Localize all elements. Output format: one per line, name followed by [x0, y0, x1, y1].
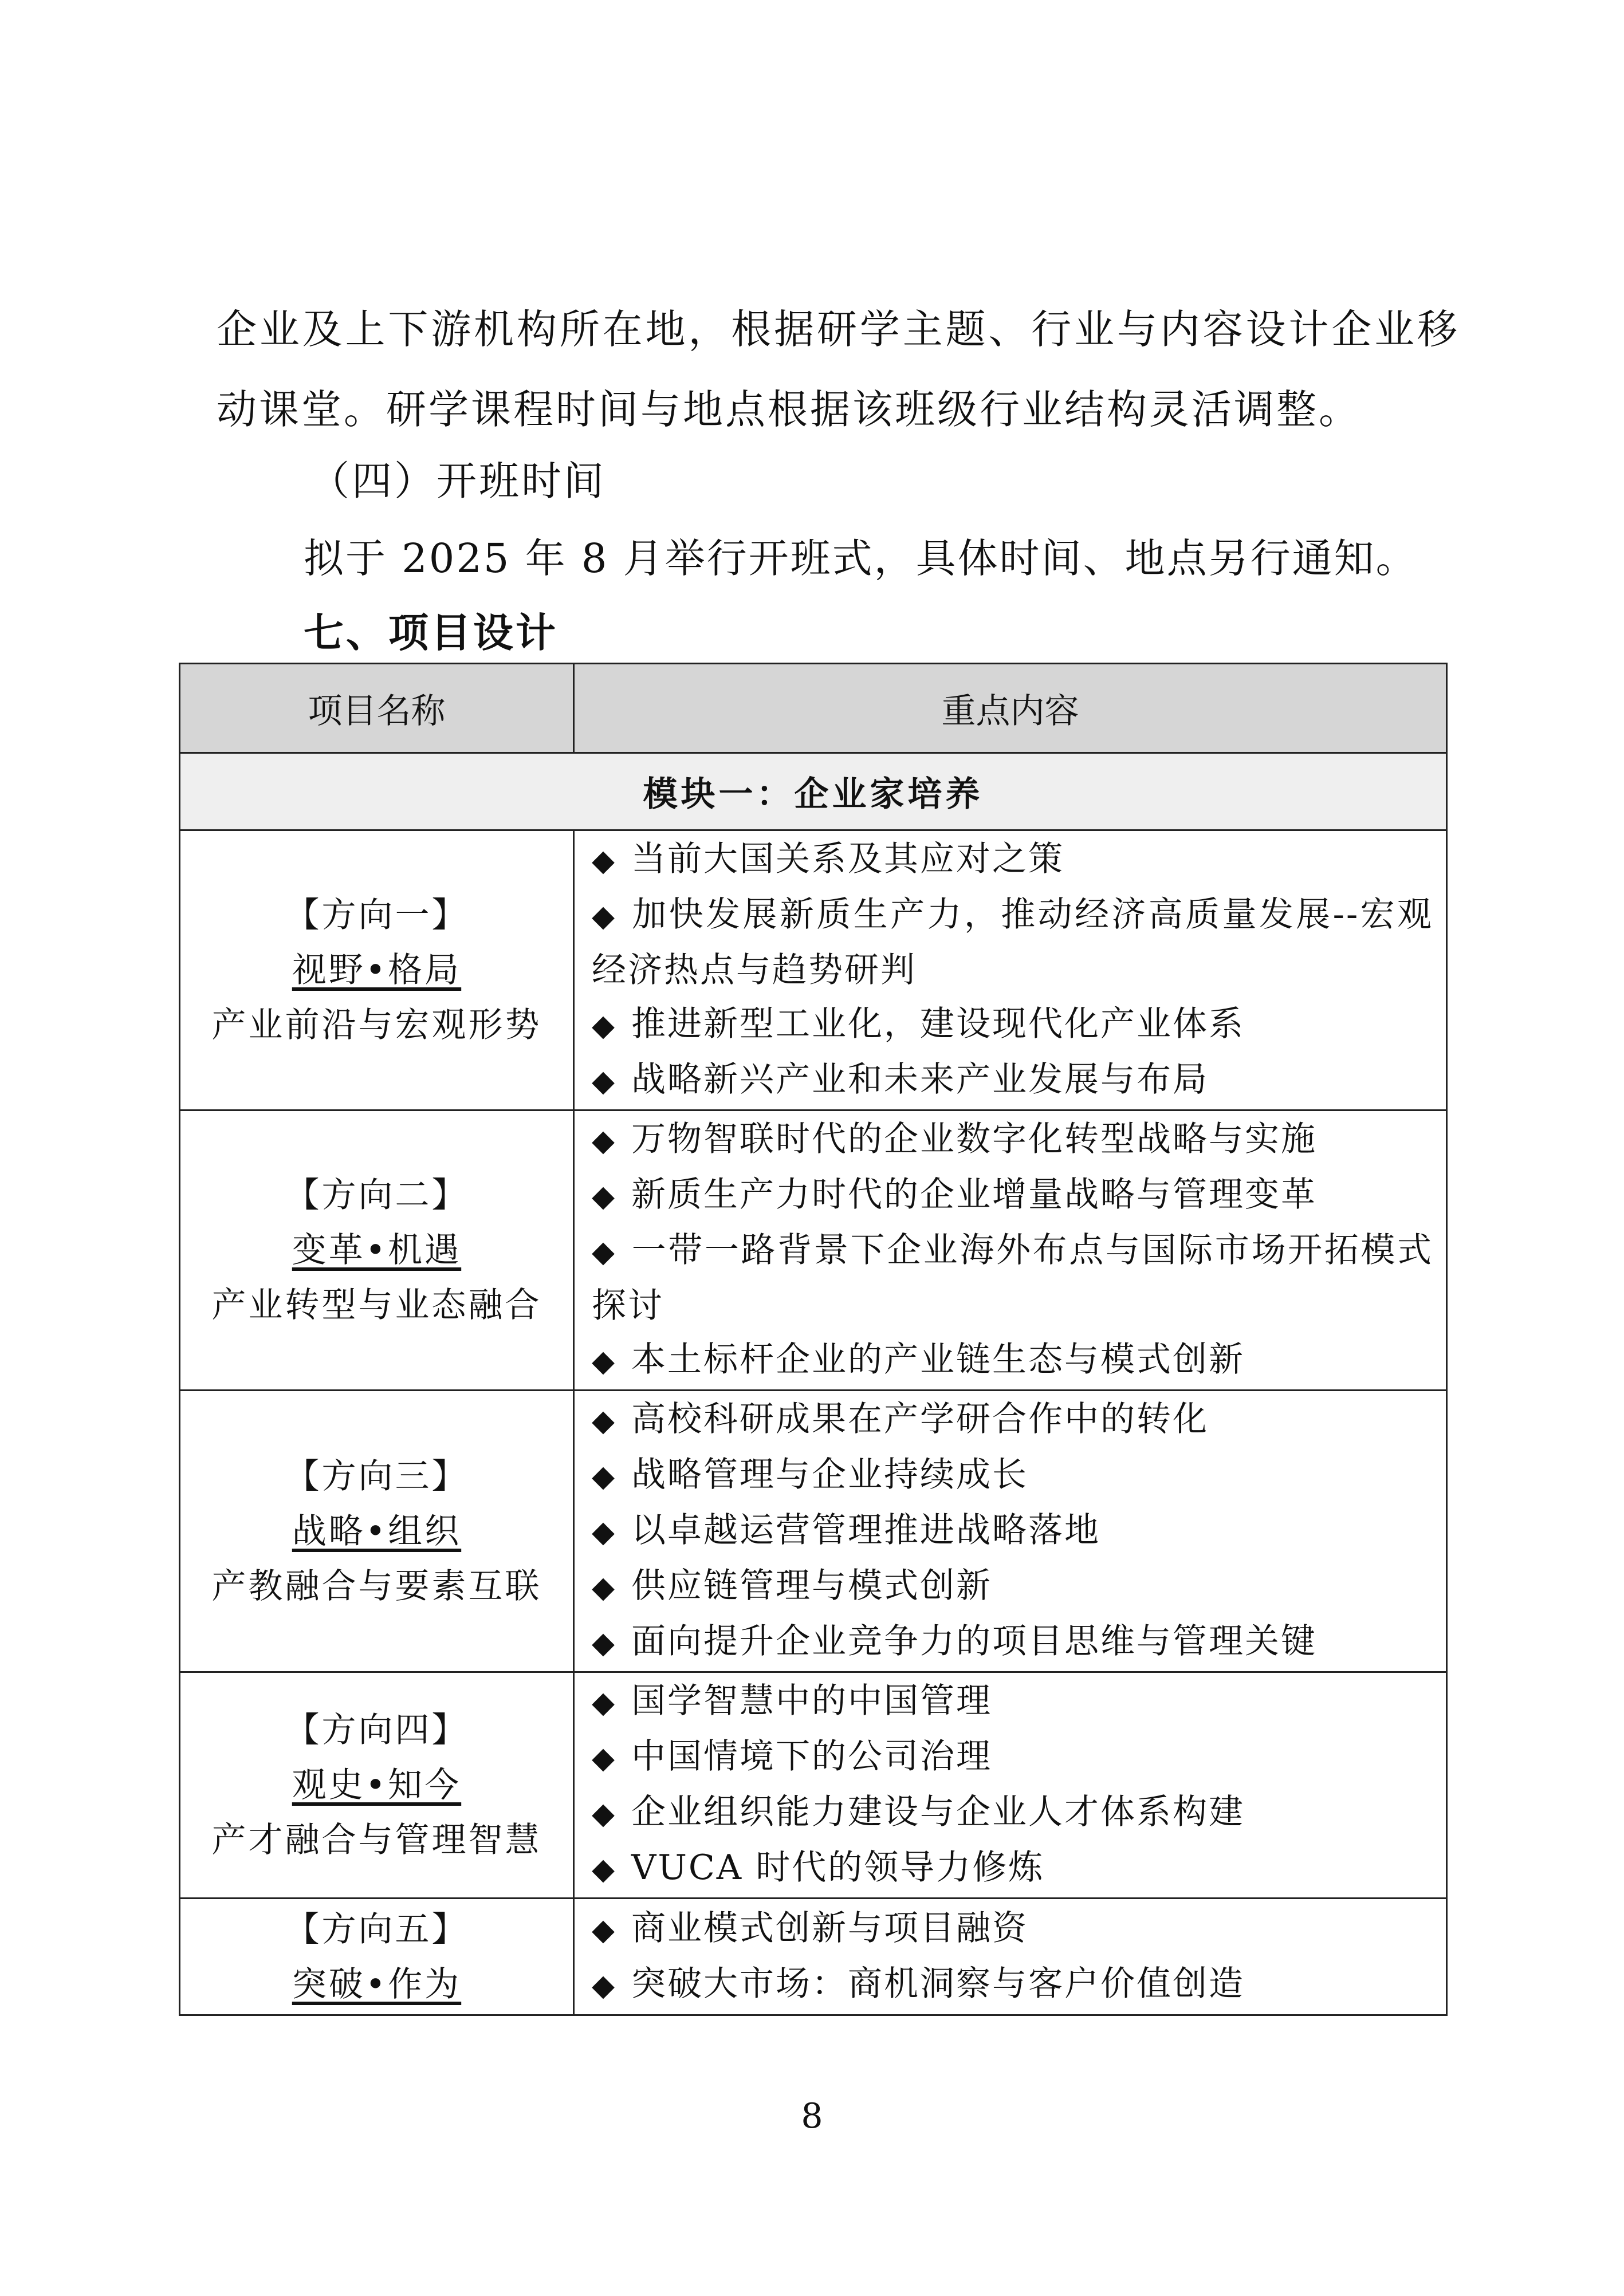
direction-subtitle: 产业前沿与宏观形势	[211, 1005, 542, 1045]
diamond-bullet-icon: ◆	[592, 1235, 616, 1269]
list-item: ◆ 战略管理与企业持续成长	[592, 1448, 1433, 1503]
list-item: ◆ 中国情境下的公司治理	[592, 1730, 1433, 1785]
table-row	[180, 1899, 1447, 2015]
direction-keyword: 视野•格局	[292, 950, 462, 990]
list-item: ◆ 国学智慧中的中国管理	[592, 1674, 1433, 1730]
direction-tag: 【方向一】	[285, 895, 469, 935]
list-item: ◆ 一带一路背景下企业海外布点与国际市场开拓模式探讨	[592, 1223, 1433, 1333]
diamond-bullet-icon: ◆	[592, 1064, 616, 1098]
diamond-bullet-icon: ◆	[592, 899, 616, 934]
page-number: 8	[801, 2096, 823, 2136]
list-item: ◆ 推进新型工业化，建设现代化产业体系	[592, 997, 1433, 1053]
content-cell	[574, 1391, 1447, 1672]
diamond-bullet-icon: ◆	[592, 1459, 616, 1494]
diamond-bullet-icon: ◆	[592, 1968, 616, 2003]
content-cell	[574, 1899, 1447, 2015]
list-item: ◆ 新质生产力时代的企业增量战略与管理变革	[592, 1168, 1433, 1223]
diamond-bullet-icon: ◆	[592, 1685, 616, 1720]
intro-paragraph: 企业及上下游机构所在地，根据研学主题、行业与内容设计企业移动课堂。研学课程时间与地点根据该班级行业结构灵活调整。	[217, 306, 1460, 433]
header-project-name: 项目名称	[180, 664, 574, 753]
section-four-text: 拟于 2025 年 8 月举行开班式，具体时间、地点另行通知。	[304, 535, 1418, 582]
module-row	[180, 753, 1447, 830]
table-row	[180, 1110, 1447, 1391]
direction-tag: 【方向五】	[285, 1909, 469, 1950]
diamond-bullet-icon: ◆	[592, 1852, 616, 1887]
header-key-content: 重点内容	[574, 664, 1447, 753]
direction-keyword: 变革•机遇	[292, 1230, 462, 1270]
direction-subtitle: 产才融合与管理智慧	[211, 1820, 542, 1860]
diamond-bullet-icon: ◆	[592, 1179, 616, 1214]
diamond-bullet-icon: ◆	[592, 1124, 616, 1158]
direction-keyword: 突破•作为	[292, 1964, 462, 2004]
list-item: ◆ 面向提升企业竞争力的项目思维与管理关键	[592, 1614, 1433, 1670]
direction-keyword: 战略•组织	[292, 1511, 462, 1551]
list-item: ◆ 加快发展新质生产力，推动经济高质量发展--宏观经济热点与趋势研判	[592, 888, 1433, 997]
module-title: 模块一：企业家培养	[180, 753, 1447, 830]
diamond-bullet-icon: ◆	[592, 1741, 616, 1775]
list-item: ◆ VUCA 时代的领导力修炼	[592, 1841, 1433, 1896]
diamond-bullet-icon: ◆	[592, 1404, 616, 1438]
list-item: ◆ 供应链管理与模式创新	[592, 1559, 1433, 1614]
diamond-bullet-icon: ◆	[592, 1009, 616, 1043]
diamond-bullet-icon: ◆	[592, 1515, 616, 1549]
table-row	[180, 1391, 1447, 1672]
content-cell	[574, 1110, 1447, 1391]
list-item: ◆ 战略新兴产业和未来产业发展与布局	[592, 1053, 1433, 1108]
direction-cell	[180, 830, 574, 1110]
list-item: ◆ 以卓越运营管理推进战略落地	[592, 1503, 1433, 1559]
table-row	[180, 1672, 1447, 1899]
content-cell	[574, 1672, 1447, 1899]
section-four-heading: （四）开班时间	[309, 458, 606, 505]
direction-cell	[180, 1899, 574, 2015]
direction-keyword: 观史•知今	[292, 1765, 462, 1805]
list-item: ◆ 企业组织能力建设与企业人才体系构建	[592, 1785, 1433, 1841]
diamond-bullet-icon: ◆	[592, 844, 616, 878]
project-design-table	[179, 663, 1448, 2016]
direction-tag: 【方向二】	[285, 1175, 469, 1215]
direction-subtitle: 产教融合与要素互联	[211, 1566, 542, 1606]
direction-cell	[180, 1391, 574, 1672]
direction-cell	[180, 1110, 574, 1391]
list-item: ◆ 突破大市场：商机洞察与客户价值创造	[592, 1957, 1433, 2013]
diamond-bullet-icon: ◆	[592, 1797, 616, 1831]
diamond-bullet-icon: ◆	[592, 1570, 616, 1605]
list-item: ◆ 万物智联时代的企业数字化转型战略与实施	[592, 1112, 1433, 1168]
diamond-bullet-icon: ◆	[592, 1912, 616, 1947]
table-header-row	[180, 664, 1447, 753]
list-item: ◆ 本土标杆企业的产业链生态与模式创新	[592, 1333, 1433, 1388]
direction-cell	[180, 1672, 574, 1899]
direction-tag: 【方向三】	[285, 1456, 469, 1496]
direction-subtitle: 产业转型与业态融合	[211, 1285, 542, 1325]
table-row	[180, 830, 1447, 1110]
direction-tag: 【方向四】	[285, 1710, 469, 1750]
list-item: ◆ 高校科研成果在产学研合作中的转化	[592, 1392, 1433, 1448]
section-seven-heading: 七、项目设计	[304, 609, 558, 656]
content-cell	[574, 830, 1447, 1110]
list-item: ◆ 当前大国关系及其应对之策	[592, 832, 1433, 888]
list-item: ◆ 商业模式创新与项目融资	[592, 1901, 1433, 1957]
diamond-bullet-icon: ◆	[592, 1344, 616, 1379]
diamond-bullet-icon: ◆	[592, 1626, 616, 1660]
